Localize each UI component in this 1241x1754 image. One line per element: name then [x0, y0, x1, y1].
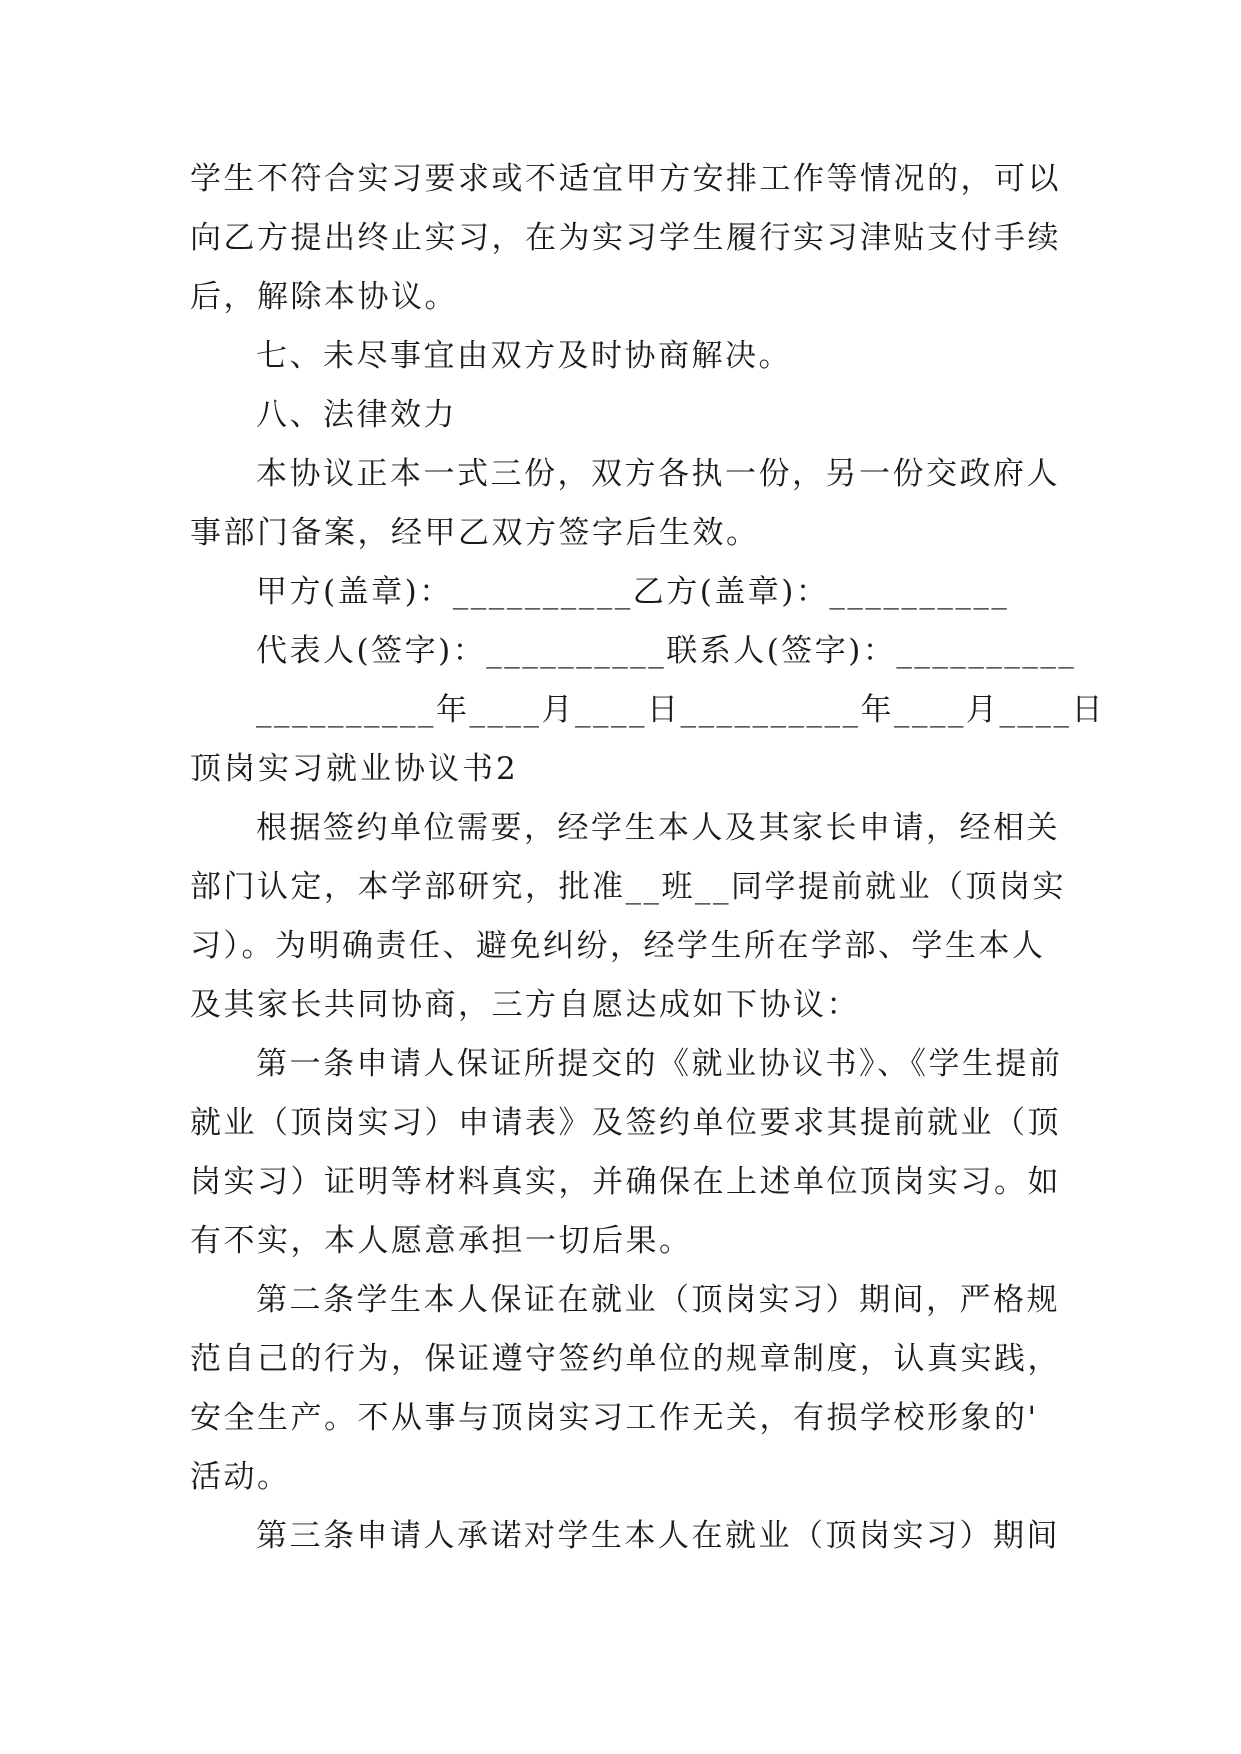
article-one: 第一条申请人保证所提交的《就业协议书》、《学生提前: [256, 1046, 1063, 1082]
paragraph-line: 有不实，本人愿意承担一切后果。: [190, 1223, 693, 1259]
paragraph-line: 活动。: [190, 1459, 291, 1495]
paragraph-line: 学生不符合实习要求或不适宜甲方安排工作等情况的，可以: [190, 161, 1061, 197]
paragraph-line: 向乙方提出终止实习，在为实习学生履行实习津贴支付手续: [190, 220, 1061, 256]
paragraph-line: 根据签约单位需要，经学生本人及其家长申请，经相关: [256, 810, 1060, 846]
paragraph-line: 部门认定，本学部研究，批准__班__同学提前就业（顶岗实: [190, 869, 1066, 905]
paragraph-line: 安全生产。不从事与顶岗实习工作无关，有损学校形象的': [190, 1400, 1039, 1436]
seal-signature-line: 甲方(盖章)：__________乙方(盖章)：__________: [256, 574, 1010, 610]
clause-seven: 七、未尽事宜由双方及时协商解决。: [256, 338, 792, 374]
article-three: 第三条申请人承诺对学生本人在就业（顶岗实习）期间: [256, 1518, 1060, 1554]
paragraph-line: 习）。为明确责任、避免纠纷，经学生所在学部、学生本人: [190, 928, 1046, 964]
representative-signature-line: 代表人(签字)：__________联系人(签字)：__________: [256, 633, 1077, 669]
clause-eight-heading: 八、法律效力: [256, 397, 457, 433]
paragraph-line: 后，解除本协议。: [190, 279, 458, 315]
paragraph-line: 事部门备案，经甲乙双方签字后生效。: [190, 515, 760, 551]
date-line: __________年____月____日__________年____月____日: [256, 692, 1105, 728]
paragraph-line: 就业（顶岗实习）申请表》及签约单位要求其提前就业（顶: [190, 1105, 1061, 1141]
paragraph-line: 范自己的行为，保证遵守签约单位的规章制度，认真实践，: [190, 1341, 1061, 1377]
paragraph-line: 本协议正本一式三份，双方各执一份，另一份交政府人: [256, 456, 1060, 492]
paragraph-line: 及其家长共同协商，三方自愿达成如下协议：: [190, 987, 860, 1023]
document-title: 顶岗实习就业协议书2: [190, 751, 519, 787]
document-page: [190, 150, 1105, 1566]
paragraph-line: 岗实习）证明等材料真实，并确保在上述单位顶岗实习。如: [190, 1164, 1061, 1200]
article-two: 第二条学生本人保证在就业（顶岗实习）期间，严格规: [256, 1282, 1060, 1318]
